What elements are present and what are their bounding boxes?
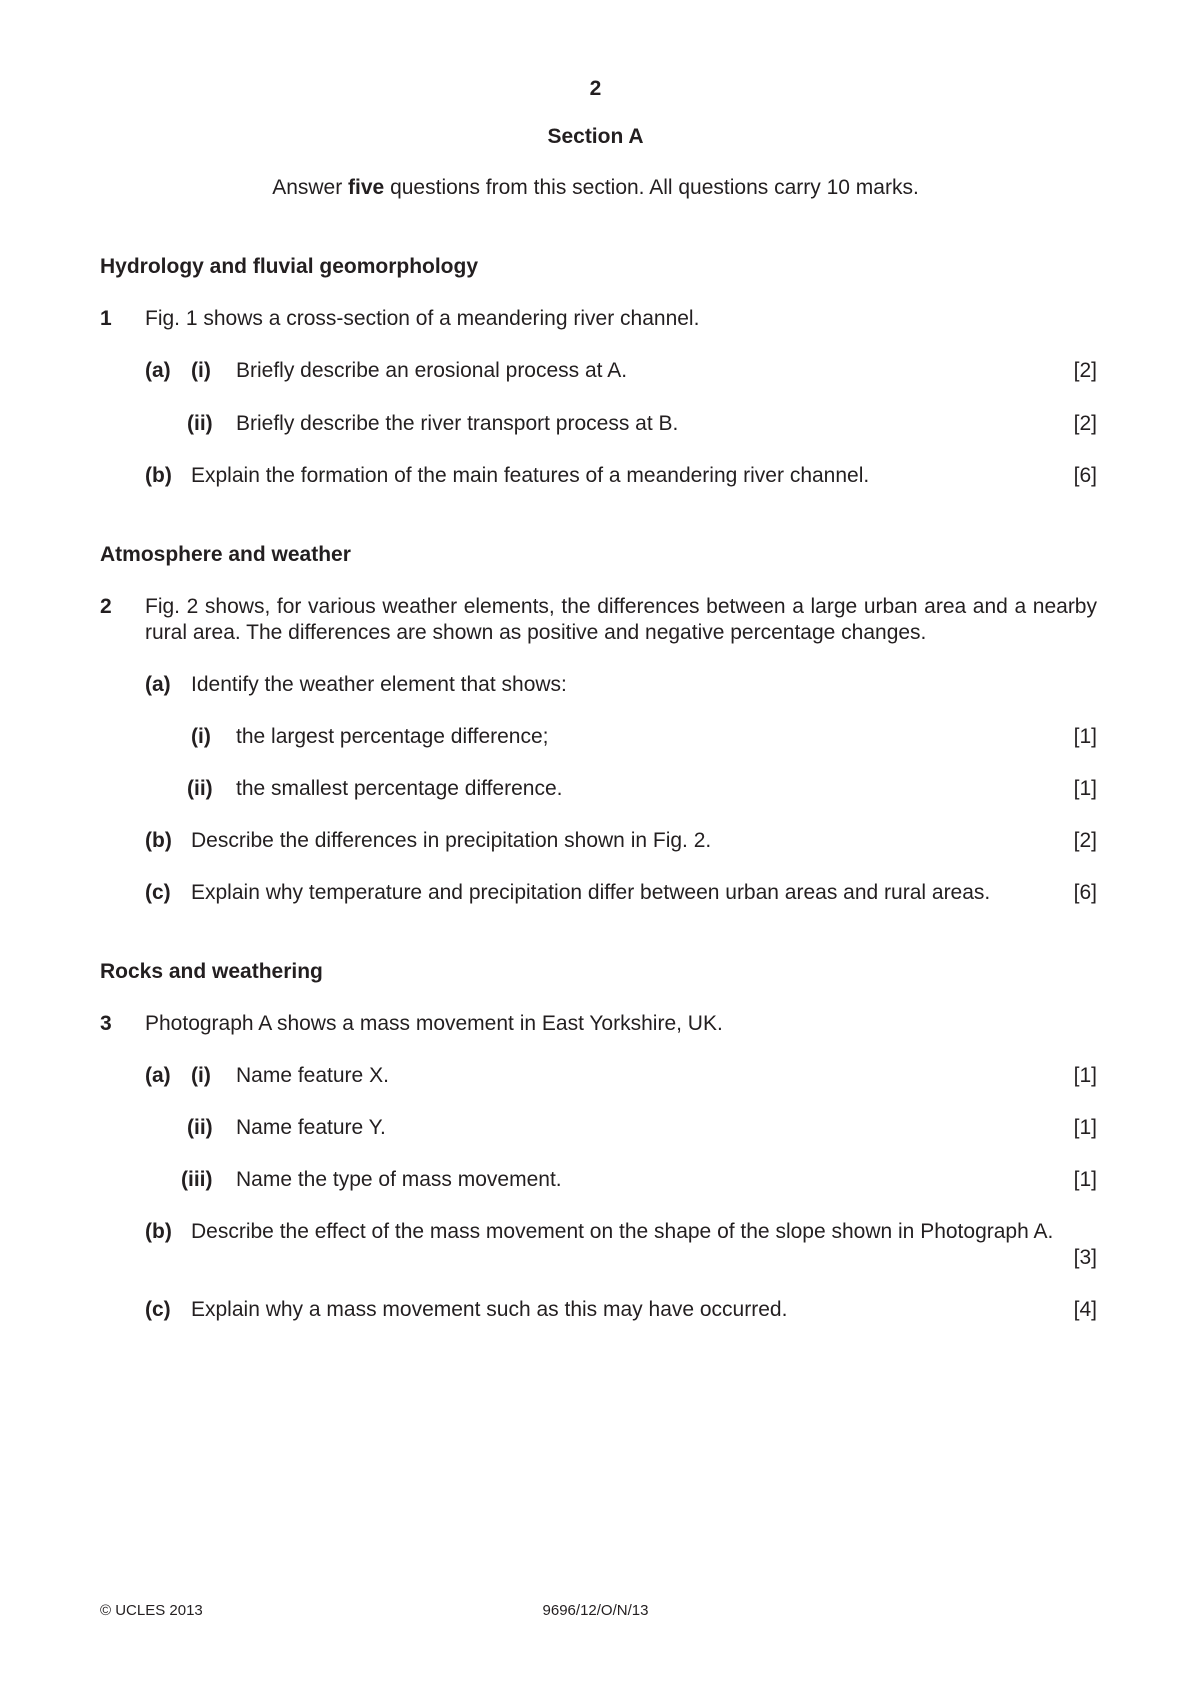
q3-part-b-text: Describe the effect of the mass movement on the shape of the slope shown in Photograph A. — [191, 1220, 1054, 1243]
question-3-number: 3 — [100, 1012, 112, 1035]
q2-part-c-text: Explain why temperature and precipitation differ between urban areas and rural areas. — [191, 881, 991, 904]
q1-part-b-label: (b) — [145, 464, 172, 487]
q2-part-a-i-marks: [1] — [1073, 725, 1097, 748]
q3-part-a-i-label: (i) — [191, 1064, 211, 1087]
question-1-stem: Fig. 1 shows a cross-section of a meandering river channel. — [145, 307, 700, 330]
instructions-pre: Answer — [272, 176, 349, 199]
topic-heading-rocks: Rocks and weathering — [100, 960, 323, 983]
q3-part-c-text: Explain why a mass movement such as this may have occurred. — [191, 1298, 788, 1321]
q2-part-a-ii-label: (ii) — [187, 777, 213, 800]
topic-heading-hydrology: Hydrology and fluvial geomorphology — [100, 255, 479, 278]
q1-part-b-text: Explain the formation of the main features of a meandering river channel. — [191, 464, 870, 487]
q1-part-a-ii-text: Briefly describe the river transport process at B. — [236, 412, 679, 435]
q3-part-a-i-text: Name feature X. — [236, 1064, 389, 1087]
q1-part-a-i-text: Briefly describe an erosional process at A. — [236, 359, 628, 382]
q3-part-a-iii-label: (iii) — [181, 1168, 213, 1191]
instructions-bold: five — [348, 176, 385, 199]
footer-paper-code: 9696/12/O/N/13 — [542, 1602, 649, 1619]
q3-part-c-label: (c) — [145, 1298, 171, 1321]
question-3-stem: Photograph A shows a mass movement in East Yorkshire, UK. — [145, 1012, 723, 1035]
q3-part-a-ii-marks: [1] — [1073, 1116, 1097, 1139]
question-1-number: 1 — [100, 307, 112, 330]
q2-part-a-label: (a) — [145, 673, 171, 696]
q3-part-b-marks: [3] — [1073, 1246, 1097, 1269]
q3-part-a-label: (a) — [145, 1064, 171, 1087]
q3-part-a-iii-marks: [1] — [1073, 1168, 1097, 1191]
q1-part-a-ii-marks: [2] — [1073, 412, 1097, 435]
q1-part-a-ii-label: (ii) — [187, 412, 213, 435]
question-2-number: 2 — [100, 595, 112, 618]
q3-part-a-ii-label: (ii) — [187, 1116, 213, 1139]
q2-part-a-ii-text: the smallest percentage difference. — [236, 777, 563, 800]
question-2-stem: Fig. 2 shows, for various weather elements, the differences between a large urban area and a nearby rural area. The differences are shown as positive and negative percentage changes. — [145, 595, 1097, 644]
q2-part-c-label: (c) — [145, 881, 171, 904]
instructions-post: questions from this section. All questions carry 10 marks. — [384, 176, 919, 199]
q2-part-a-text: Identify the weather element that shows: — [191, 673, 567, 696]
q3-part-a-i-marks: [1] — [1073, 1064, 1097, 1087]
q2-part-b-marks: [2] — [1073, 829, 1097, 852]
section-title: Section A — [547, 125, 644, 148]
q2-part-b-text: Describe the differences in precipitation shown in Fig. 2. — [191, 829, 712, 852]
footer-copyright: © UCLES 2013 — [100, 1602, 203, 1619]
q3-part-a-iii-text: Name the type of mass movement. — [236, 1168, 562, 1191]
q2-part-c-marks: [6] — [1073, 881, 1097, 904]
q2-part-a-i-text: the largest percentage difference; — [236, 725, 549, 748]
topic-heading-atmosphere: Atmosphere and weather — [100, 543, 351, 566]
q3-part-a-ii-text: Name feature Y. — [236, 1116, 386, 1139]
q3-part-c-marks: [4] — [1073, 1298, 1097, 1321]
q2-part-a-ii-marks: [1] — [1073, 777, 1097, 800]
page-number: 2 — [589, 77, 602, 100]
q2-part-b-label: (b) — [145, 829, 172, 852]
q2-part-a-i-label: (i) — [191, 725, 211, 748]
q1-part-b-marks: [6] — [1073, 464, 1097, 487]
instructions — [0, 175, 1191, 201]
q1-part-a-i-label: (i) — [191, 359, 211, 382]
q1-part-a-label: (a) — [145, 359, 171, 382]
q3-part-b-label: (b) — [145, 1220, 172, 1243]
q1-part-a-i-marks: [2] — [1073, 359, 1097, 382]
